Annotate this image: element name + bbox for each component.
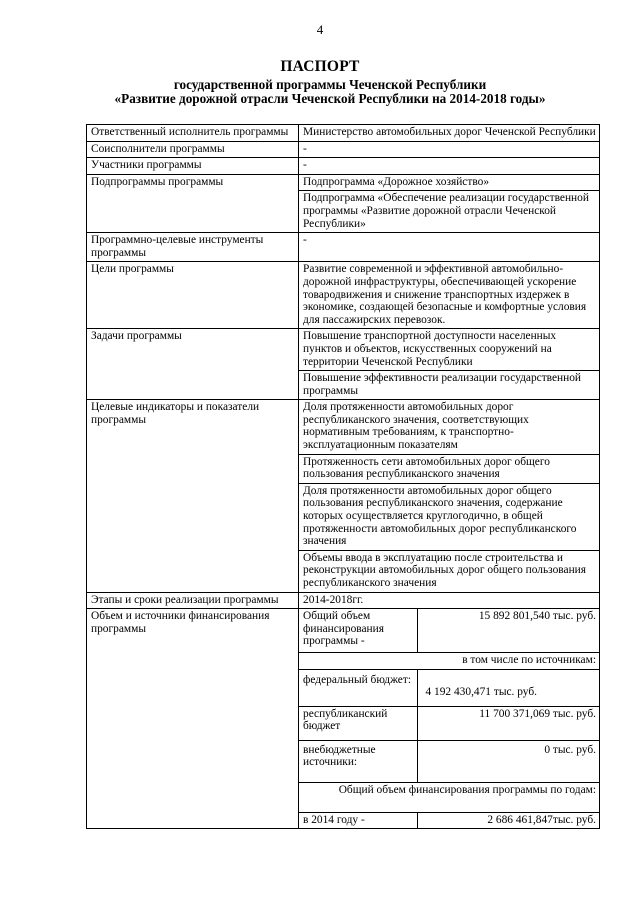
subtitle-line-2: «Развитие дорожной отрасли Чеченской Республики на 2014-2018 годы» <box>114 91 546 106</box>
financing-total-value: 15 892 801,540 тыс. руб. <box>417 609 599 653</box>
value-indicator-3: Доля протяженности автомобильных дорог общего пользования республиканского значения, содержание которых осуществляется круглогодично, в общей протяженности автомобильных дорог республиканского значения <box>299 483 600 550</box>
document-title: ПАСПОРТ <box>280 58 360 75</box>
extra-label: внебюджетные источники: <box>299 740 417 782</box>
row-goals <box>87 262 600 329</box>
value-task-1: Повышение транспортной доступности населенных пунктов и объектов, искусственных сооружений на территории Чеченской Республики <box>299 329 600 371</box>
value-instruments: - <box>299 233 600 262</box>
page-number: 4 <box>316 22 324 37</box>
financing-sources-header: в том числе по источникам: <box>299 653 599 670</box>
value-goals: Развитие современной и эффективной автомобильно-дорожной инфраструктуры, обеспечивающей ускорение товародвижения и снижение транспортных издержек в экономике, создающей безопасные и комфортные условия для пассажирских перевозок. <box>299 262 600 329</box>
row-responsible <box>87 125 600 142</box>
federal-label: федеральный бюджет: <box>299 669 417 706</box>
republic-value: 11 700 371,069 тыс. руб. <box>417 706 599 740</box>
row-participants <box>87 158 600 175</box>
republic-label: республиканский бюджет <box>299 706 417 740</box>
row-tasks-1 <box>87 329 600 371</box>
value-coexecutors: - <box>299 141 600 158</box>
financing-extra-row <box>299 740 599 782</box>
row-instruments <box>87 233 600 262</box>
value-subprogram-2: Подпрограмма «Обеспечение реализации государственной программы «Развитие дорожной отрасли Чеченской Республики» <box>299 191 600 233</box>
value-stages: 2014-2018гг. <box>299 592 600 609</box>
by-years-header: Общий объем финансирования программы по годам: <box>299 782 599 812</box>
value-task-2: Повышение эффективности реализации государственной программы <box>299 371 600 400</box>
label-responsible: Ответственный исполнитель программы <box>87 125 299 142</box>
value-indicator-2: Протяженность сети автомобильных дорог общего пользования республиканского значения <box>299 454 600 483</box>
label-coexecutors: Соисполнители программы <box>87 141 299 158</box>
document-subtitle <box>60 78 600 106</box>
extra-value: 0 тыс. руб. <box>417 740 599 782</box>
year-2014-value: 2 686 461,847тыс. руб. <box>417 812 599 828</box>
financing-years-row <box>299 782 599 812</box>
label-goals: Цели программы <box>87 262 299 329</box>
value-responsible: Министерство автомобильных дорог Чеченской Республики <box>299 125 600 142</box>
federal-value: 4 192 430,471 тыс. руб. <box>417 669 599 706</box>
label-tasks: Задачи программы <box>87 329 299 400</box>
label-indicators: Целевые индикаторы и показатели программы <box>87 400 299 592</box>
financing-total-row <box>299 609 599 653</box>
year-2014-label: в 2014 году - <box>299 812 417 828</box>
label-stages: Этапы и сроки реализации программы <box>87 592 299 609</box>
financing-cell <box>299 609 600 829</box>
value-participants: - <box>299 158 600 175</box>
financing-total-label: Общий объем финансирования программы - <box>299 609 417 653</box>
financing-2014-row <box>299 812 599 828</box>
row-stages <box>87 592 600 609</box>
row-subprograms-1 <box>87 174 600 191</box>
label-instruments: Программно-целевые инструменты программы <box>87 233 299 262</box>
value-indicator-4: Объемы ввода в эксплуатацию после строительства и реконструкции автомобильных дорог общего пользования республиканского значения <box>299 550 600 592</box>
financing-sources-row <box>299 653 599 670</box>
row-coexecutors <box>87 141 600 158</box>
subtitle-line-1: государственной программы Чеченской Республики <box>173 77 487 92</box>
financing-republic-row <box>299 706 599 740</box>
value-indicator-1: Доля протяженности автомобильных дорог республиканского значения, соответствующих нормативным требованиям, к транспортно-эксплуатационным показателям <box>299 400 600 454</box>
row-financing <box>87 609 600 829</box>
row-indicators-1 <box>87 400 600 454</box>
financing-table <box>299 609 599 828</box>
value-subprogram-1: Подпрограмма «Дорожное хозяйство» <box>299 174 600 191</box>
label-participants: Участники программы <box>87 158 299 175</box>
financing-federal-row <box>299 669 599 706</box>
passport-table <box>86 124 600 829</box>
label-subprograms: Подпрограммы программы <box>87 174 299 232</box>
label-financing: Объем и источники финансирования программы <box>87 609 299 829</box>
